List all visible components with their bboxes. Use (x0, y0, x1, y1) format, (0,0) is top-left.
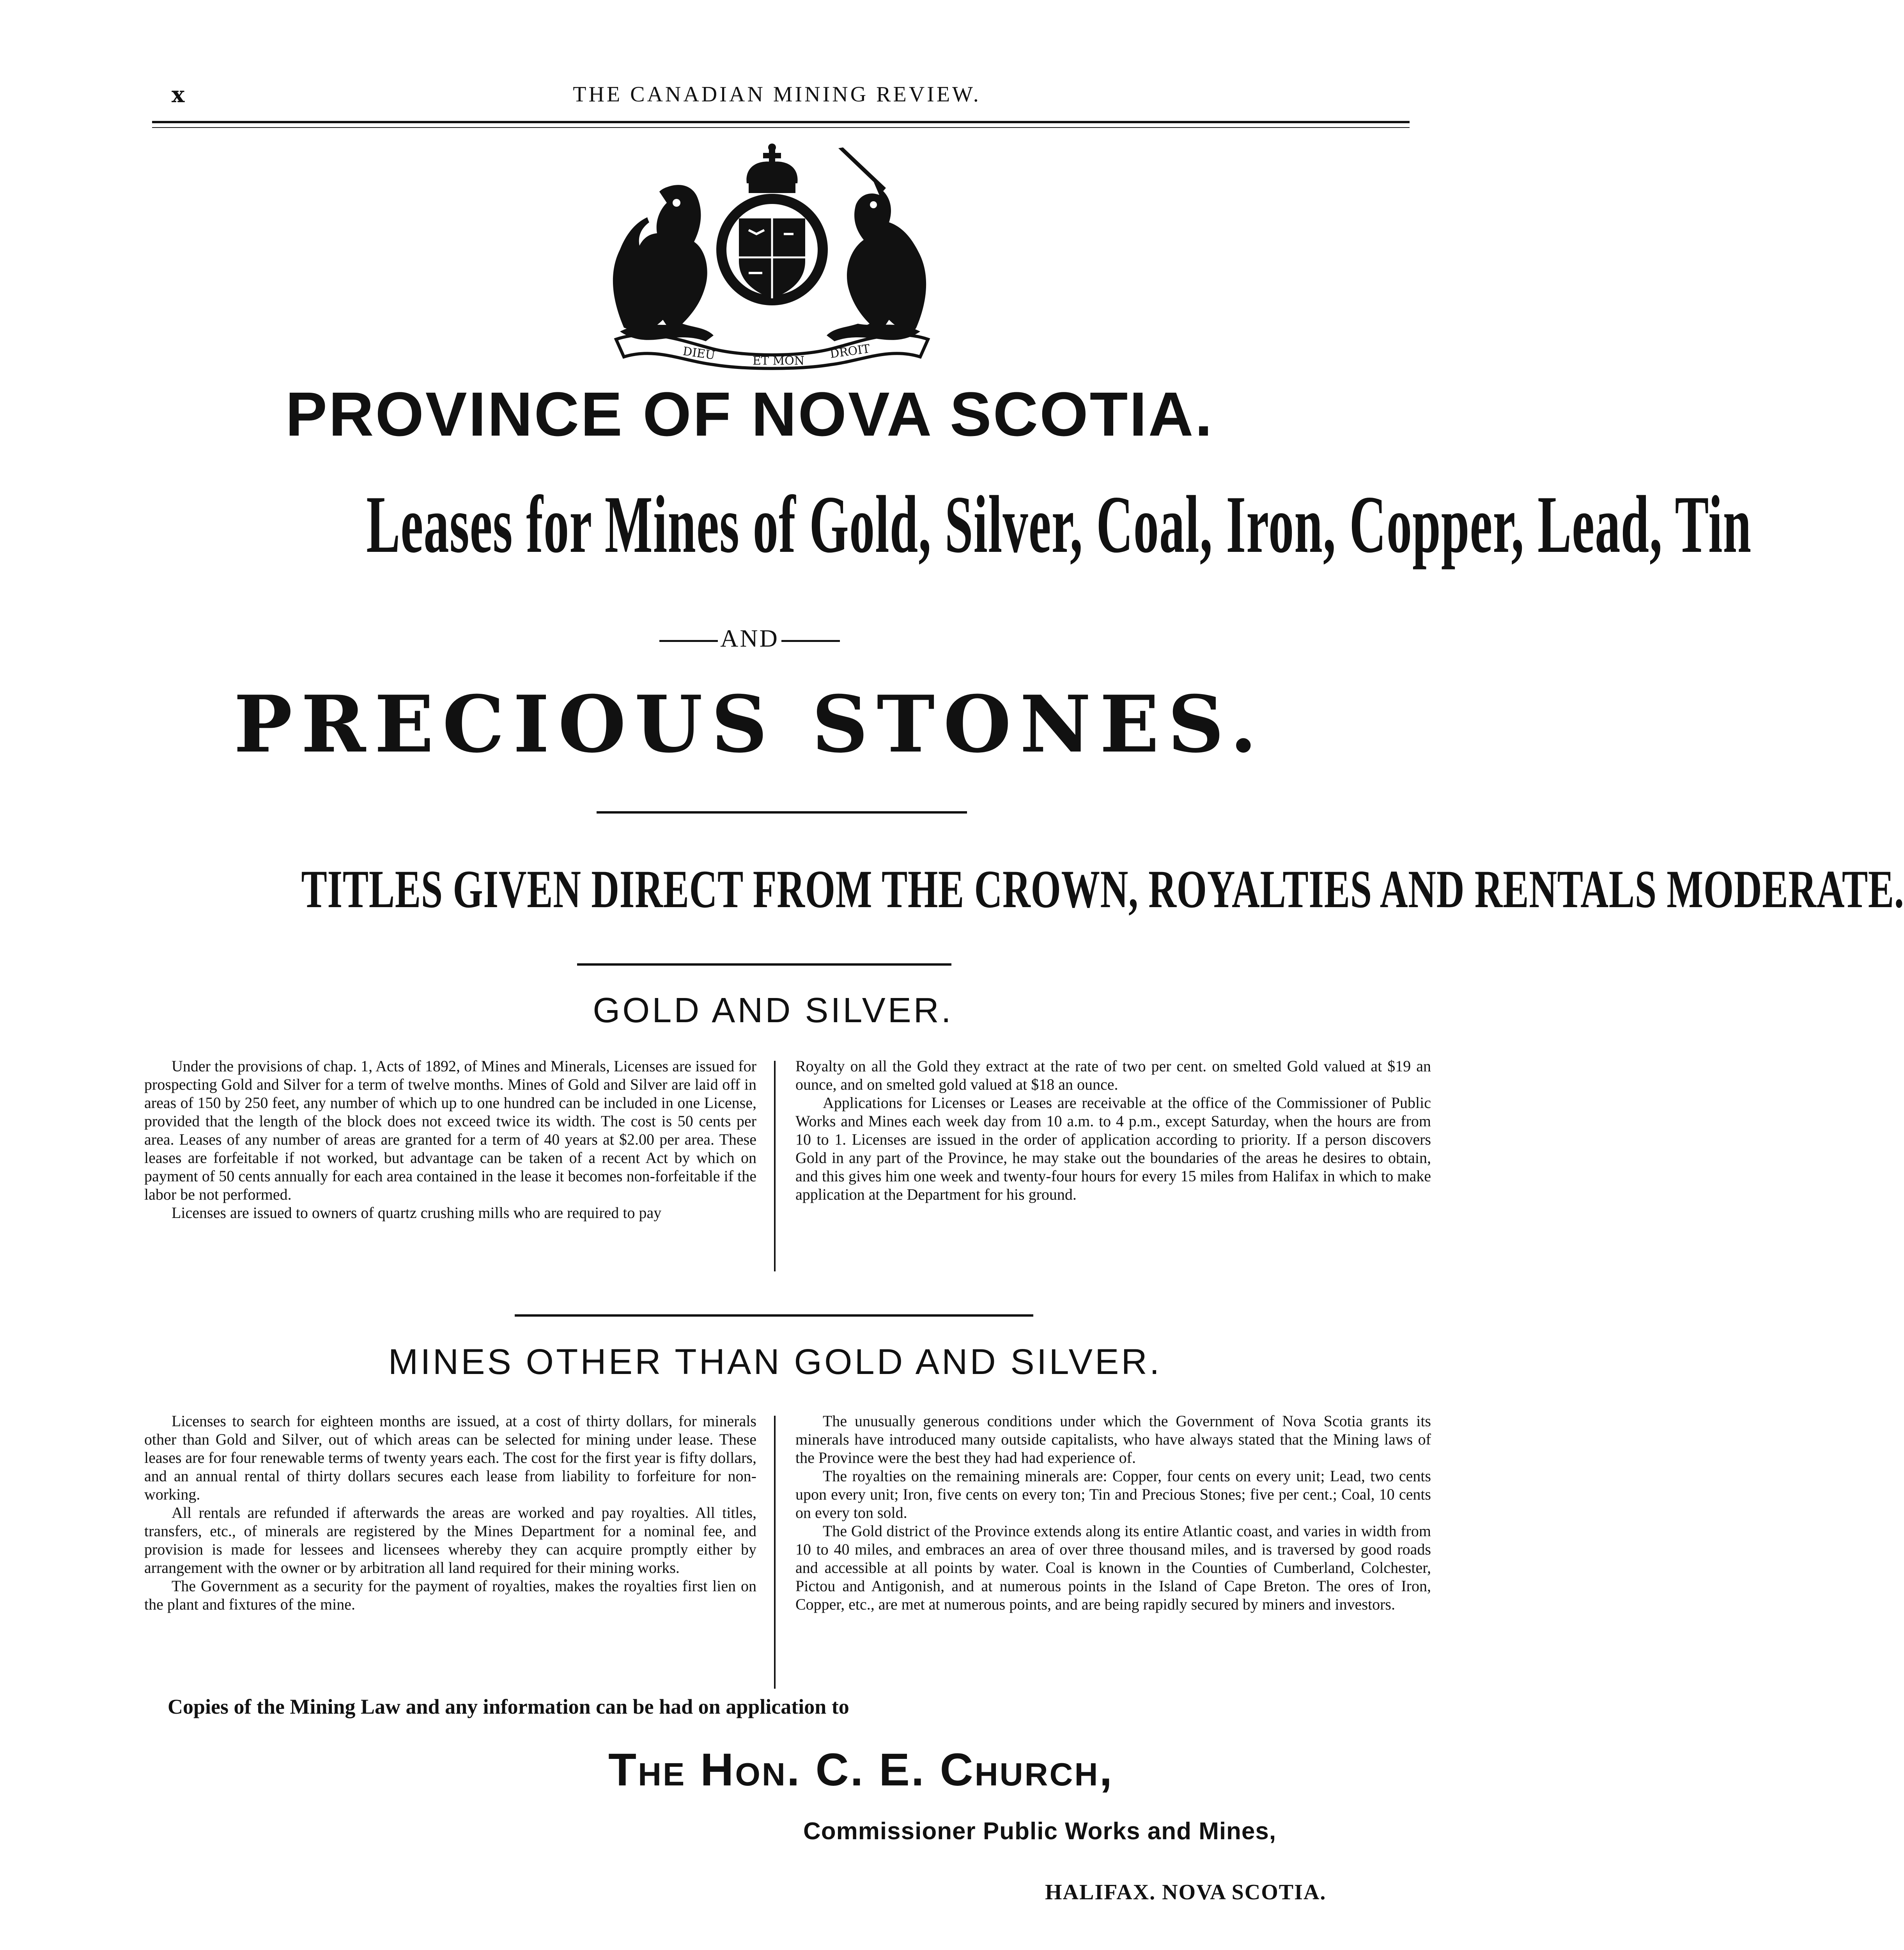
svg-text:DROIT: DROIT (829, 342, 871, 361)
section-heading-gold-silver: GOLD AND SILVER. (593, 991, 953, 1030)
royal-coat-of-arms-icon (565, 144, 975, 370)
column-divider (774, 1061, 776, 1271)
paragraph: The unusually generous conditions under which the Government of Nova Scotia grants its minerals have introduced many outside capitalists, who have always stated that the Mining laws of the Province were the best they had had experience of. (795, 1412, 1431, 1466)
section-heading-other-mines: MINES OTHER THAN GOLD AND SILVER. (388, 1342, 1162, 1382)
paragraph: The royalties on the remaining minerals are: Copper, four cents on every unit; Lead, two cents upon every unit; Iron, five cents on every ton; Tin and Precious Stones; five per cent.; Coal, 10 cents on every ton sold. (795, 1467, 1431, 1521)
headline-precious-stones: PRECIOUS STONES. (234, 679, 1266, 770)
paragraph: Under the provisions of chap. 1, Acts of 1892, of Mines and Minerals, Licenses are issued for prospecting Gold and Silver for a term of twelve months. Mines of Gold and Silver are laid off in areas of 150 by 250 feet, any number of which up to one hundred can be included in one License, provided that the length of the block does not exceed twice its width. The cost is 50 cents per area. Leases of any number of areas are granted for a term of 40 years at $2.00 per area. These leases are forfeitable if not worked, but advantage can be taken of a recent Act by which on payment of 50 cents annually for each area contained in the lease it becomes non-forfeitable if the labor be not performed. (144, 1057, 756, 1203)
paragraph: Applications for Licenses or Leases are receivable at the office of the Commissioner of Public Works and Mines each week day from 10 a.m. to 4 p.m., except Saturday, when the hours are from 10 to 1. Licenses are issued in the order of application according to priority. If a person discovers Gold in any part of the Province, he may stake out the boundaries of the areas he desires to obtain, and this gives him one week and twenty-four hours for every 15 miles from Halifax in which to make application at the Department for his ground. (795, 1094, 1431, 1203)
and-word: AND (720, 624, 779, 652)
running-head (152, 82, 1402, 117)
rule-divider (515, 1314, 1033, 1317)
contact-position: Commissioner Public Works and Mines, (803, 1818, 1277, 1845)
headline-leases: Leases for Mines of Gold, Silver, Coal, Iron, Copper, Lead, Tin (366, 479, 1752, 570)
other-mines-right-column (795, 1412, 1431, 1613)
gold-silver-left-column (144, 1057, 756, 1222)
header-rule (152, 121, 1410, 123)
headline-titles: TITLES GIVEN DIRECT FROM THE CROWN, ROYALTIES AND RENTALS MODERATE. (301, 859, 1904, 919)
paragraph: The Gold district of the Province extends along its entire Atlantic coast, and varies in width from 10 to 40 miles, and embraces an area of over three thousand miles, and is traversed by good roads and accessible at all points by water. Coal is known in the Counties of Cumberland, Colchester, Pictou and Antigonish, and at numerous points in the Island of Cape Breton. The ores of Iron, Copper, etc., are met at numerous points, and are being rapidly secured by miners and investors. (795, 1522, 1431, 1613)
copies-notice: Copies of the Mining Law and any information can be had on application to (168, 1695, 849, 1718)
journal-title: THE CANADIAN MINING REVIEW. (573, 82, 981, 106)
other-mines-left-column (144, 1412, 756, 1613)
paragraph: Licenses to search for eighteen months are issued, at a cost of thirty dollars, for minerals other than Gold and Silver, out of which areas can be selected for mining under lease. These leases are for four renewable terms of twenty years each. The cost for the first year is fifty dollars, and an annual rental of thirty dollars secures each lease from liability to forfeiture for non-working. (144, 1412, 756, 1503)
paragraph: Royalty on all the Gold they extract at the rate of two per cent. on smelted Gold valued at $19 an ounce, and on smelted gold valued at $18 an ounce. (795, 1057, 1431, 1093)
rule-divider (597, 811, 967, 814)
and-separator (0, 624, 1499, 653)
contact-name: The Hon. C. E. Church, (608, 1744, 1114, 1796)
dash-right (781, 640, 840, 642)
svg-text:DIEU: DIEU (682, 344, 716, 363)
headline-province: PROVINCE OF NOVA SCOTIA. (285, 379, 1214, 449)
contact-address: HALIFAX. NOVA SCOTIA. (1045, 1880, 1327, 1904)
paragraph: The Government as a security for the payment of royalties, makes the royalties first lien on the plant and fixtures of the mine. (144, 1577, 756, 1613)
svg-text:ET MON: ET MON (753, 354, 805, 368)
paragraph: All rentals are refunded if afterwards the areas are worked and pay royalties. All titles, transfers, etc., of minerals are registered by the Mines Department for a nominal fee, and provision is made for lessees and licensees whereby they can acquire promptly either by arrangement with the owner or by arbitration all land required for their mining works. (144, 1504, 756, 1576)
column-divider (774, 1416, 776, 1689)
page-folio: x (172, 82, 185, 108)
dash-left (659, 640, 718, 642)
gold-silver-right-column (795, 1057, 1431, 1204)
paragraph: Licenses are issued to owners of quartz crushing mills who are required to pay (172, 1204, 662, 1221)
rule-divider (577, 963, 951, 966)
header-rule-thin (152, 127, 1410, 128)
